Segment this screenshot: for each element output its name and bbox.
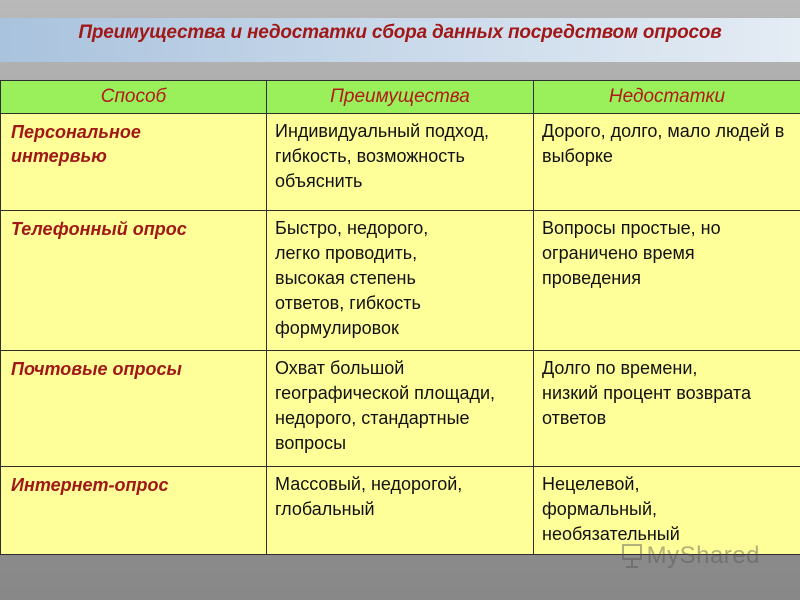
comparison-table [0, 80, 800, 555]
table-header-row [1, 81, 800, 114]
method-label: Почтовые опросы [11, 359, 182, 379]
table-row [1, 351, 800, 467]
header-advantages: Преимущества [267, 81, 534, 114]
method-cell [1, 211, 267, 351]
advantages-text: Охват большой географической площади, недорого, стандартные вопросы [275, 358, 496, 453]
watermark-text: MyShared [646, 542, 760, 569]
watermark [621, 542, 760, 570]
disadvantages-text: Вопросы простые, но ограничено время проведения [542, 218, 721, 288]
method-cell [1, 467, 267, 555]
table-row [1, 211, 800, 351]
advantages-cell [267, 467, 534, 555]
table-row [1, 114, 800, 211]
advantages-text: Массовый, недорогой, глобальный [275, 474, 463, 519]
advantages-text: Быстро, недорого, легко проводить, высокая степень ответов, гибкость формулировок [275, 218, 429, 338]
method-cell [1, 114, 267, 211]
slide-title: Преимущества и недостатки сбора данных посредством опросов [78, 22, 722, 43]
advantages-cell [267, 351, 534, 467]
disadvantages-cell [534, 114, 800, 211]
disadvantages-cell [534, 351, 800, 467]
method-label: Персональное интервью [11, 122, 141, 166]
presentation-icon [621, 543, 643, 569]
advantages-cell [267, 211, 534, 351]
disadvantages-text: Нецелевой, формальный, необязательный [542, 474, 680, 544]
header-disadvantages: Недостатки [534, 81, 800, 114]
advantages-text: Индивидуальный подход, гибкость, возможность объяснить [275, 121, 489, 191]
disadvantages-text: Долго по времени, низкий процент возврата ответов [542, 358, 751, 428]
advantages-cell [267, 114, 534, 211]
disadvantages-text: Дорого, долго, мало людей в выборке [542, 121, 785, 166]
method-label: Интернет-опрос [11, 475, 169, 495]
method-label: Телефонный опрос [11, 219, 187, 239]
disadvantages-cell [534, 211, 800, 351]
method-cell [1, 351, 267, 467]
header-method: Способ [1, 81, 267, 114]
